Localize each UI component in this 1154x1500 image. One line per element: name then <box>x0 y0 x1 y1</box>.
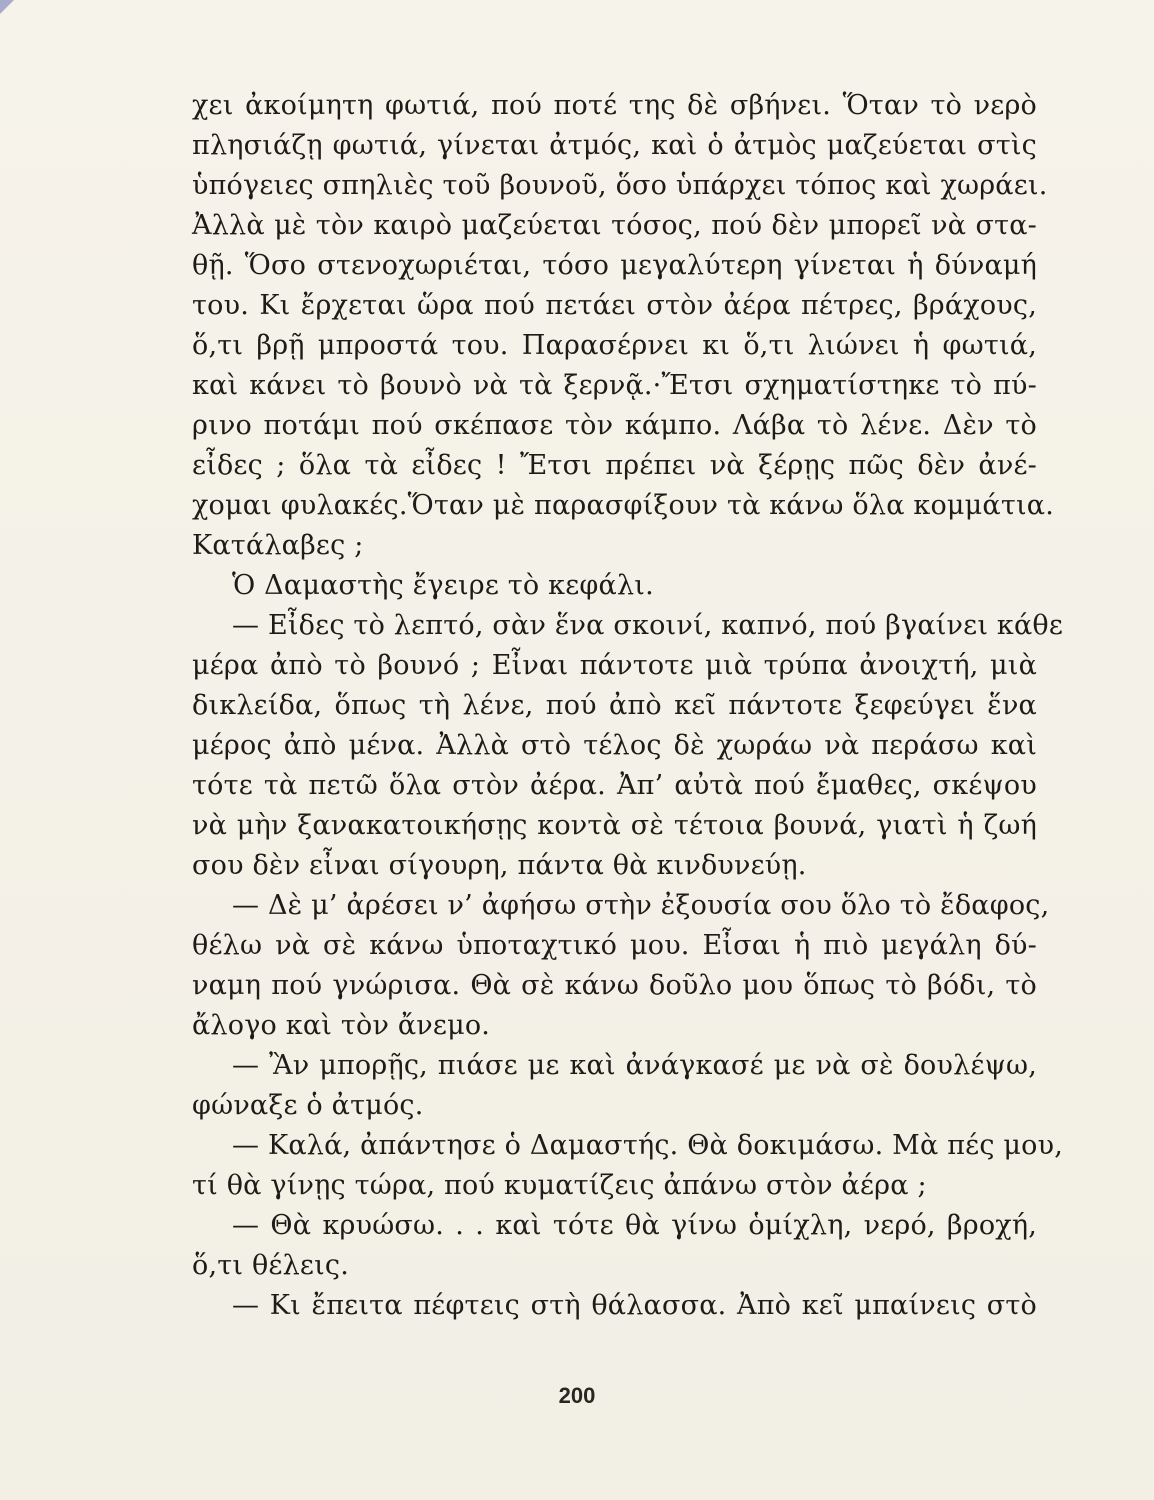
text-line-9: ρινο ποτάμι πού σκέπασε τὸν κάμπο. Λάβα τὸ λένε. Δὲν τὸ <box>192 410 1037 441</box>
text-line-13: Ὁ Δαμαστὴς ἔγειρε τὸ κεφάλι. <box>232 570 654 601</box>
text-line-1: χει ἀκοίμητη φωτιά, πού ποτέ της δὲ σβήνει. Ὅταν τὸ νερὸ <box>192 90 1037 121</box>
text-line-26: φώναξε ὁ ἀτμός. <box>192 1090 424 1121</box>
text-line-19: νὰ μὴν ξανακατοικήσῃς κοντὰ σὲ τέτοια βουνά, γιατὶ ἡ ζωή <box>192 810 1037 841</box>
text-line-25: — Ἂν μπορῇς, πιάσε με καὶ ἀνάγκασέ με νὰ σὲ δουλέψω, <box>232 1050 1037 1081</box>
text-line-17: μέρος ἀπὸ μένα. Ἀλλὰ στὸ τέλος δὲ χωράω νὰ περάσω καὶ <box>192 730 1037 761</box>
text-line-20: σου δὲν εἶναι σίγουρη, πάντα θὰ κινδυνεύῃ. <box>192 850 807 881</box>
text-line-18: τότε τὰ πετῶ ὅλα στὸν ἀέρα. Ἀπ’ αὐτὰ πού ἔμαθες, σκέψου <box>192 770 1037 801</box>
text-line-31: — Κι ἔπειτα πέφτεις στὴ θάλασσα. Ἀπὸ κεῖ μπαίνεις στὸ <box>232 1290 1037 1321</box>
text-line-2: πλησιάζῃ φωτιά, γίνεται ἀτμός, καὶ ὁ ἀτμὸς μαζεύεται στὶς <box>192 130 1037 161</box>
text-line-21: — Δὲ μ’ ἀρέσει ν’ ἀφήσω στὴν ἐξουσία σου ὅλο τὸ ἔδαφος, <box>232 890 1050 921</box>
page-number: 200 <box>558 1383 596 1408</box>
text-line-30: ὅ,τι θέλεις. <box>192 1250 349 1281</box>
text-line-10: εἶδες ; ὅλα τὰ εἶδες ! Ἔτσι πρέπει νὰ ξέρῃς πῶς δὲν ἀνέ- <box>192 450 1037 481</box>
text-line-12: Κατάλαβες ; <box>192 530 364 561</box>
text-line-15: μέρα ἀπὸ τὸ βουνό ; Εἶναι πάντοτε μιὰ τρύπα ἀνοιχτή, μιὰ <box>192 650 1037 681</box>
text-line-4: Ἀλλὰ μὲ τὸν καιρὸ μαζεύεται τόσος, πού δὲν μπορεῖ νὰ στα- <box>192 210 1037 241</box>
text-line-11: χομαι φυλακές.Ὅταν μὲ παρασφίξουν τὰ κάνω ὅλα κομμάτια. <box>192 490 1055 521</box>
text-line-3: ὑπόγειες σπηλιὲς τοῦ βουνοῦ, ὅσο ὑπάρχει τόπος καὶ χωράει. <box>192 170 1048 201</box>
text-line-23: ναμη πού γνώρισα. Θὰ σὲ κάνω δοῦλο μου ὅπως τὸ βόδι, τὸ <box>192 970 1037 1001</box>
corner-ink-mark <box>0 0 20 20</box>
text-line-8: καὶ κάνει τὸ βουνὸ νὰ τὰ ξερνᾷ.·Ἔτσι σχηματίστηκε τὸ πύ- <box>192 370 1037 401</box>
text-line-24: ἄλογο καὶ τὸν ἄνεμο. <box>192 1010 491 1041</box>
text-line-6: του. Κι ἔρχεται ὥρα πού πετάει στὸν ἀέρα πέτρες, βράχους, <box>192 290 1037 321</box>
text-line-14: — Εἶδες τὸ λεπτό, σὰν ἕνα σκοινί, καπνό, πού βγαίνει κάθε <box>232 610 1064 641</box>
text-line-27: — Καλά, ἀπάντησε ὁ Δαμαστής. Θὰ δοκιμάσω. Μὰ πές μου, <box>232 1130 1064 1161</box>
text-line-16: δικλείδα, ὅπως τὴ λένε, πού ἀπὸ κεῖ πάντοτε ξεφεύγει ἕνα <box>192 690 1037 721</box>
text-line-28: τί θὰ γίνῃς τώρα, πού κυματίζεις ἀπάνω στὸν ἀέρα ; <box>192 1170 927 1201</box>
text-line-5: θῇ. Ὅσο στενοχωριέται, τόσο μεγαλύτερη γίνεται ἡ δύναμή <box>192 250 1037 281</box>
text-line-29: — Θὰ κρυώσω. . . καὶ τότε θὰ γίνω ὁμίχλη, νερό, βροχή, <box>232 1210 1037 1241</box>
text-line-7: ὅ,τι βρῇ μπροστά του. Παρασέρνει κι ὅ,τι λιώνει ἡ φωτιά, <box>192 330 1037 361</box>
text-line-22: θέλω νὰ σὲ κάνω ὑποταχτικό μου. Εἶσαι ἡ πιὸ μεγάλη δύ- <box>192 930 1037 961</box>
